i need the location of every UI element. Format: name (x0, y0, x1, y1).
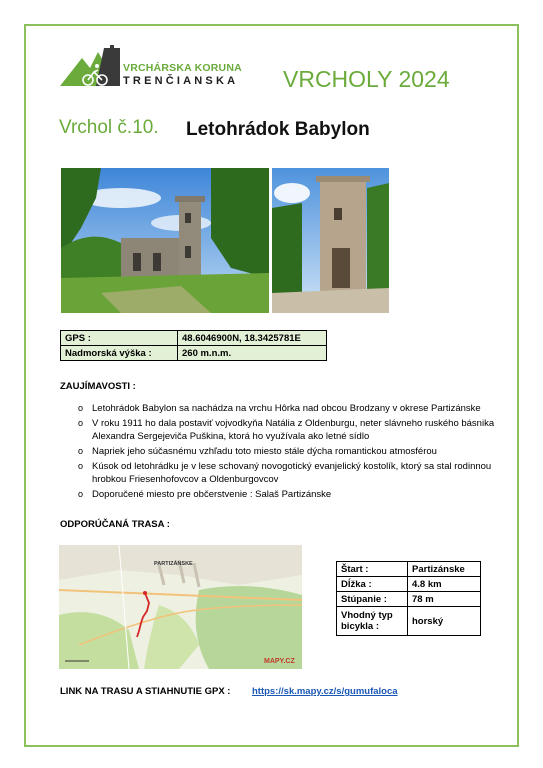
logo-line1: VRCHÁRSKA KORUNA (123, 62, 242, 74)
route-map[interactable] (59, 545, 302, 669)
climb-label: Stúpanie : (337, 592, 408, 607)
list-item: o Napriek jeho súčasnému vzhľadu toto miesto stále dýcha romantickou atmosférou (78, 446, 437, 457)
altitude-value: 260 m.n.m. (178, 346, 327, 361)
gps-label: GPS : (61, 331, 178, 346)
bullet-icon: o (78, 403, 84, 413)
bullet-icon: o (78, 446, 84, 456)
list-item: o Kúsok od letohrádku je v lese schovaný novogotický evanjelický kostolík, ktorý sa stal rodinnou hrobkou Friesenhofovcov a Oldenburgovcov (78, 461, 492, 485)
page-title: VRCHOLY 2024 (283, 66, 450, 92)
table-row (61, 331, 327, 346)
peak-name: Letohrádok Babylon (186, 119, 370, 140)
list-item: o Doporučené miesto pre občerstvenie : Salaš Partizánske (78, 489, 332, 500)
route-heading: ODPORÚČANÁ TRASA : (60, 519, 170, 530)
mapy-logo-icon: MAPY.CZ (264, 658, 295, 665)
map-town-label: PARTIZÁNSKE (154, 561, 193, 567)
table-row (337, 577, 481, 592)
bullet-icon: o (78, 461, 84, 471)
length-label: Dĺžka : (337, 577, 408, 592)
altitude-label: Nadmorská výška : (61, 346, 178, 361)
length-value: 4.8 km (408, 577, 481, 592)
table-row (337, 562, 481, 577)
attractions-heading: ZAUJÍMAVOSTI : (60, 381, 136, 392)
start-value: Partizánske (408, 562, 481, 577)
table-row (61, 346, 327, 361)
peak-number: Vrchol č.10. (59, 117, 159, 138)
gps-info-table (60, 330, 327, 361)
tower-photo (272, 168, 389, 313)
table-row (337, 607, 481, 636)
bullet-icon: o (78, 489, 84, 499)
climb-value: 78 m (408, 592, 481, 607)
castle-ruin-photo (61, 168, 269, 313)
route-info-table (336, 561, 481, 636)
bike-type-value: horský (408, 607, 481, 636)
list-item: o V roku 1911 ho dala postaviť vojvodkyňa Natália z Oldenburgu, neter slávneho ruského básnika Alexandra Sergejeviča Puškina, ktorá ho využívala ako letné sídlo (78, 418, 495, 442)
bike-type-label: Vhodný typ bicykla : (337, 607, 408, 636)
list-item: o Letohrádok Babylon sa nachádza na vrchu Hôrka nad obcou Brodzany v okrese Partizánske (78, 403, 481, 414)
attractions-list (78, 402, 498, 503)
link-label: LINK NA TRASU A STIAHNUTIE GPX : (60, 686, 231, 697)
logo-line2: TRENČIANSKA (123, 75, 239, 87)
start-label: Štart : (337, 562, 408, 577)
gps-value: 48.6046900N, 18.3425781E (178, 331, 327, 346)
bullet-icon: o (78, 418, 84, 428)
table-row (337, 592, 481, 607)
gpx-link[interactable]: https://sk.mapy.cz/s/gumufaloca (252, 686, 398, 697)
